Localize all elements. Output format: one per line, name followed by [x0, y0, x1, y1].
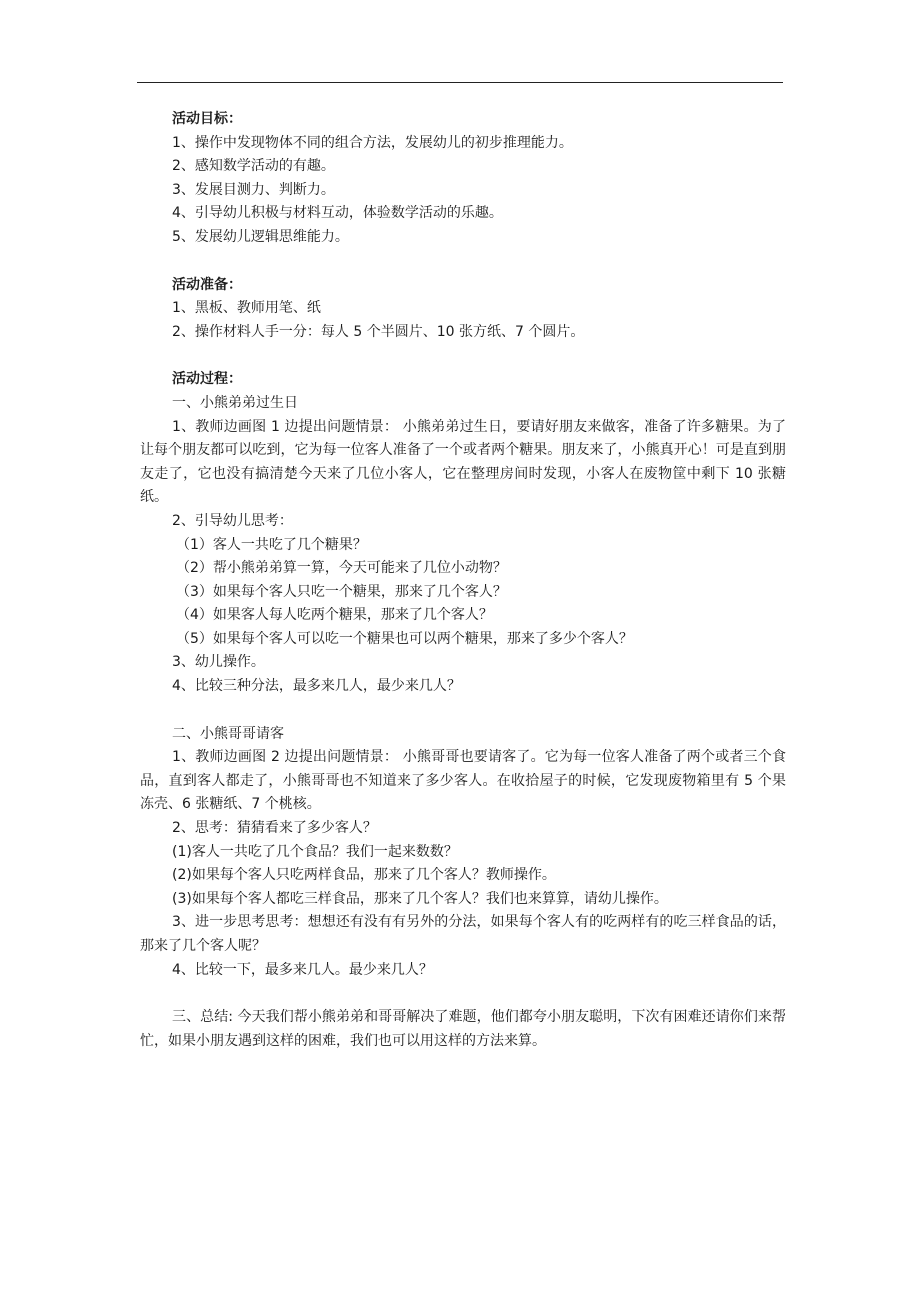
part1-question: （4）如果客人每人吃两个糖果，那来了几个客人？ — [176, 607, 493, 624]
process-heading: 活动过程： — [172, 371, 242, 388]
spacer — [140, 250, 786, 274]
summary-paragraph: 三、总结: 今天我们帮小熊弟弟和哥哥解决了难题，他们都夸小朋友聪明，下次有困难还请你们来帮忙，如果小朋友遇到这样的困难，我们也可以用这样的方法来算。 — [140, 1009, 786, 1049]
part2-step3: 3、进一步思考思考：想想还有没有有另外的分法，如果每个客人有的吃两样有的吃三样食品的话，那来了几个客人呢？ — [140, 914, 786, 954]
preparation-heading: 活动准备： — [172, 276, 242, 293]
spacer — [140, 699, 786, 723]
part2-step2: 2、思考：猜猜看来了多少客人？ — [172, 820, 377, 837]
part2-question: (3)如果每个客人都吃三样食品，那来了几个客人？我们也来算算，请幼儿操作。 — [172, 890, 668, 907]
part2-title: 二、小熊哥哥请客 — [172, 725, 284, 742]
part1-question: （1）客人一共吃了几个糖果？ — [176, 536, 367, 553]
part1-step2: 2、引导幼儿思考： — [172, 512, 293, 529]
part1-step1: 1、教师边画图 1 边提出问题情景： 小熊弟弟过生日，要请好朋友来做客，准备了许多糖果。为了让每个朋友都可以吃到，它为每一位客人准备了一个或者两个糖果。朋友来了，小熊真开心！可是直到朋友走了，它也没有搞清楚今天来了几位小客人，它在整理房间时发现，小客人在废物筐中剩下 10 张糖纸。 — [140, 418, 786, 506]
part1-step3: 3、幼儿操作。 — [172, 654, 265, 671]
objective-item: 5、发展幼儿逻辑思维能力。 — [172, 228, 349, 245]
part2-step1: 1、教师边画图 2 边提出问题情景： 小熊哥哥也要请客了。它为每一位客人准备了两个或者三个食品，直到客人都走了，小熊哥哥也不知道来了多少客人。在收拾屋子的时候，它发现废物箱里有 5 个果冻壳、6 张糖纸、7 个桃核。 — [140, 749, 786, 813]
spacer — [140, 344, 786, 368]
preparation-item: 1、黑板、教师用笔、纸 — [172, 300, 321, 317]
part1-question: （2）帮小熊弟弟算一算，今天可能来了几位小动物？ — [176, 560, 507, 577]
part1-question: （5）如果每个客人可以吃一个糖果也可以两个糖果，那来了多少个客人？ — [176, 630, 633, 647]
objectives-heading: 活动目标： — [172, 111, 242, 127]
header-rule — [137, 82, 783, 83]
part2-question: (2)如果每个客人只吃两样食品，那来了几个客人？教师操作。 — [172, 867, 556, 884]
spacer — [140, 982, 786, 1006]
part1-title: 一、小熊弟弟过生日 — [172, 394, 298, 411]
objective-item: 3、发展目测力、判断力。 — [172, 181, 335, 198]
part2-step4: 4、比较一下，最多来几人。最少来几人？ — [172, 961, 433, 978]
part1-step4: 4、比较三种分法，最多来几人，最少来几人？ — [172, 678, 461, 695]
preparation-item: 2、操作材料人手一分：每人 5 个半圆片、10 张方纸、7 个圆片。 — [172, 323, 585, 340]
part1-question: （3）如果每个客人只吃一个糖果，那来了几个客人？ — [176, 583, 507, 600]
objective-item: 2、感知数学活动的有趣。 — [172, 158, 335, 175]
document-body — [140, 108, 786, 1053]
part2-question: (1)客人一共吃了几个食品？我们一起来数数？ — [172, 843, 458, 860]
objective-item: 4、引导幼儿积极与材料互动，体验数学活动的乐趣。 — [172, 205, 503, 222]
objective-item: 1、操作中发现物体不同的组合方法，发展幼儿的初步推理能力。 — [172, 134, 573, 151]
